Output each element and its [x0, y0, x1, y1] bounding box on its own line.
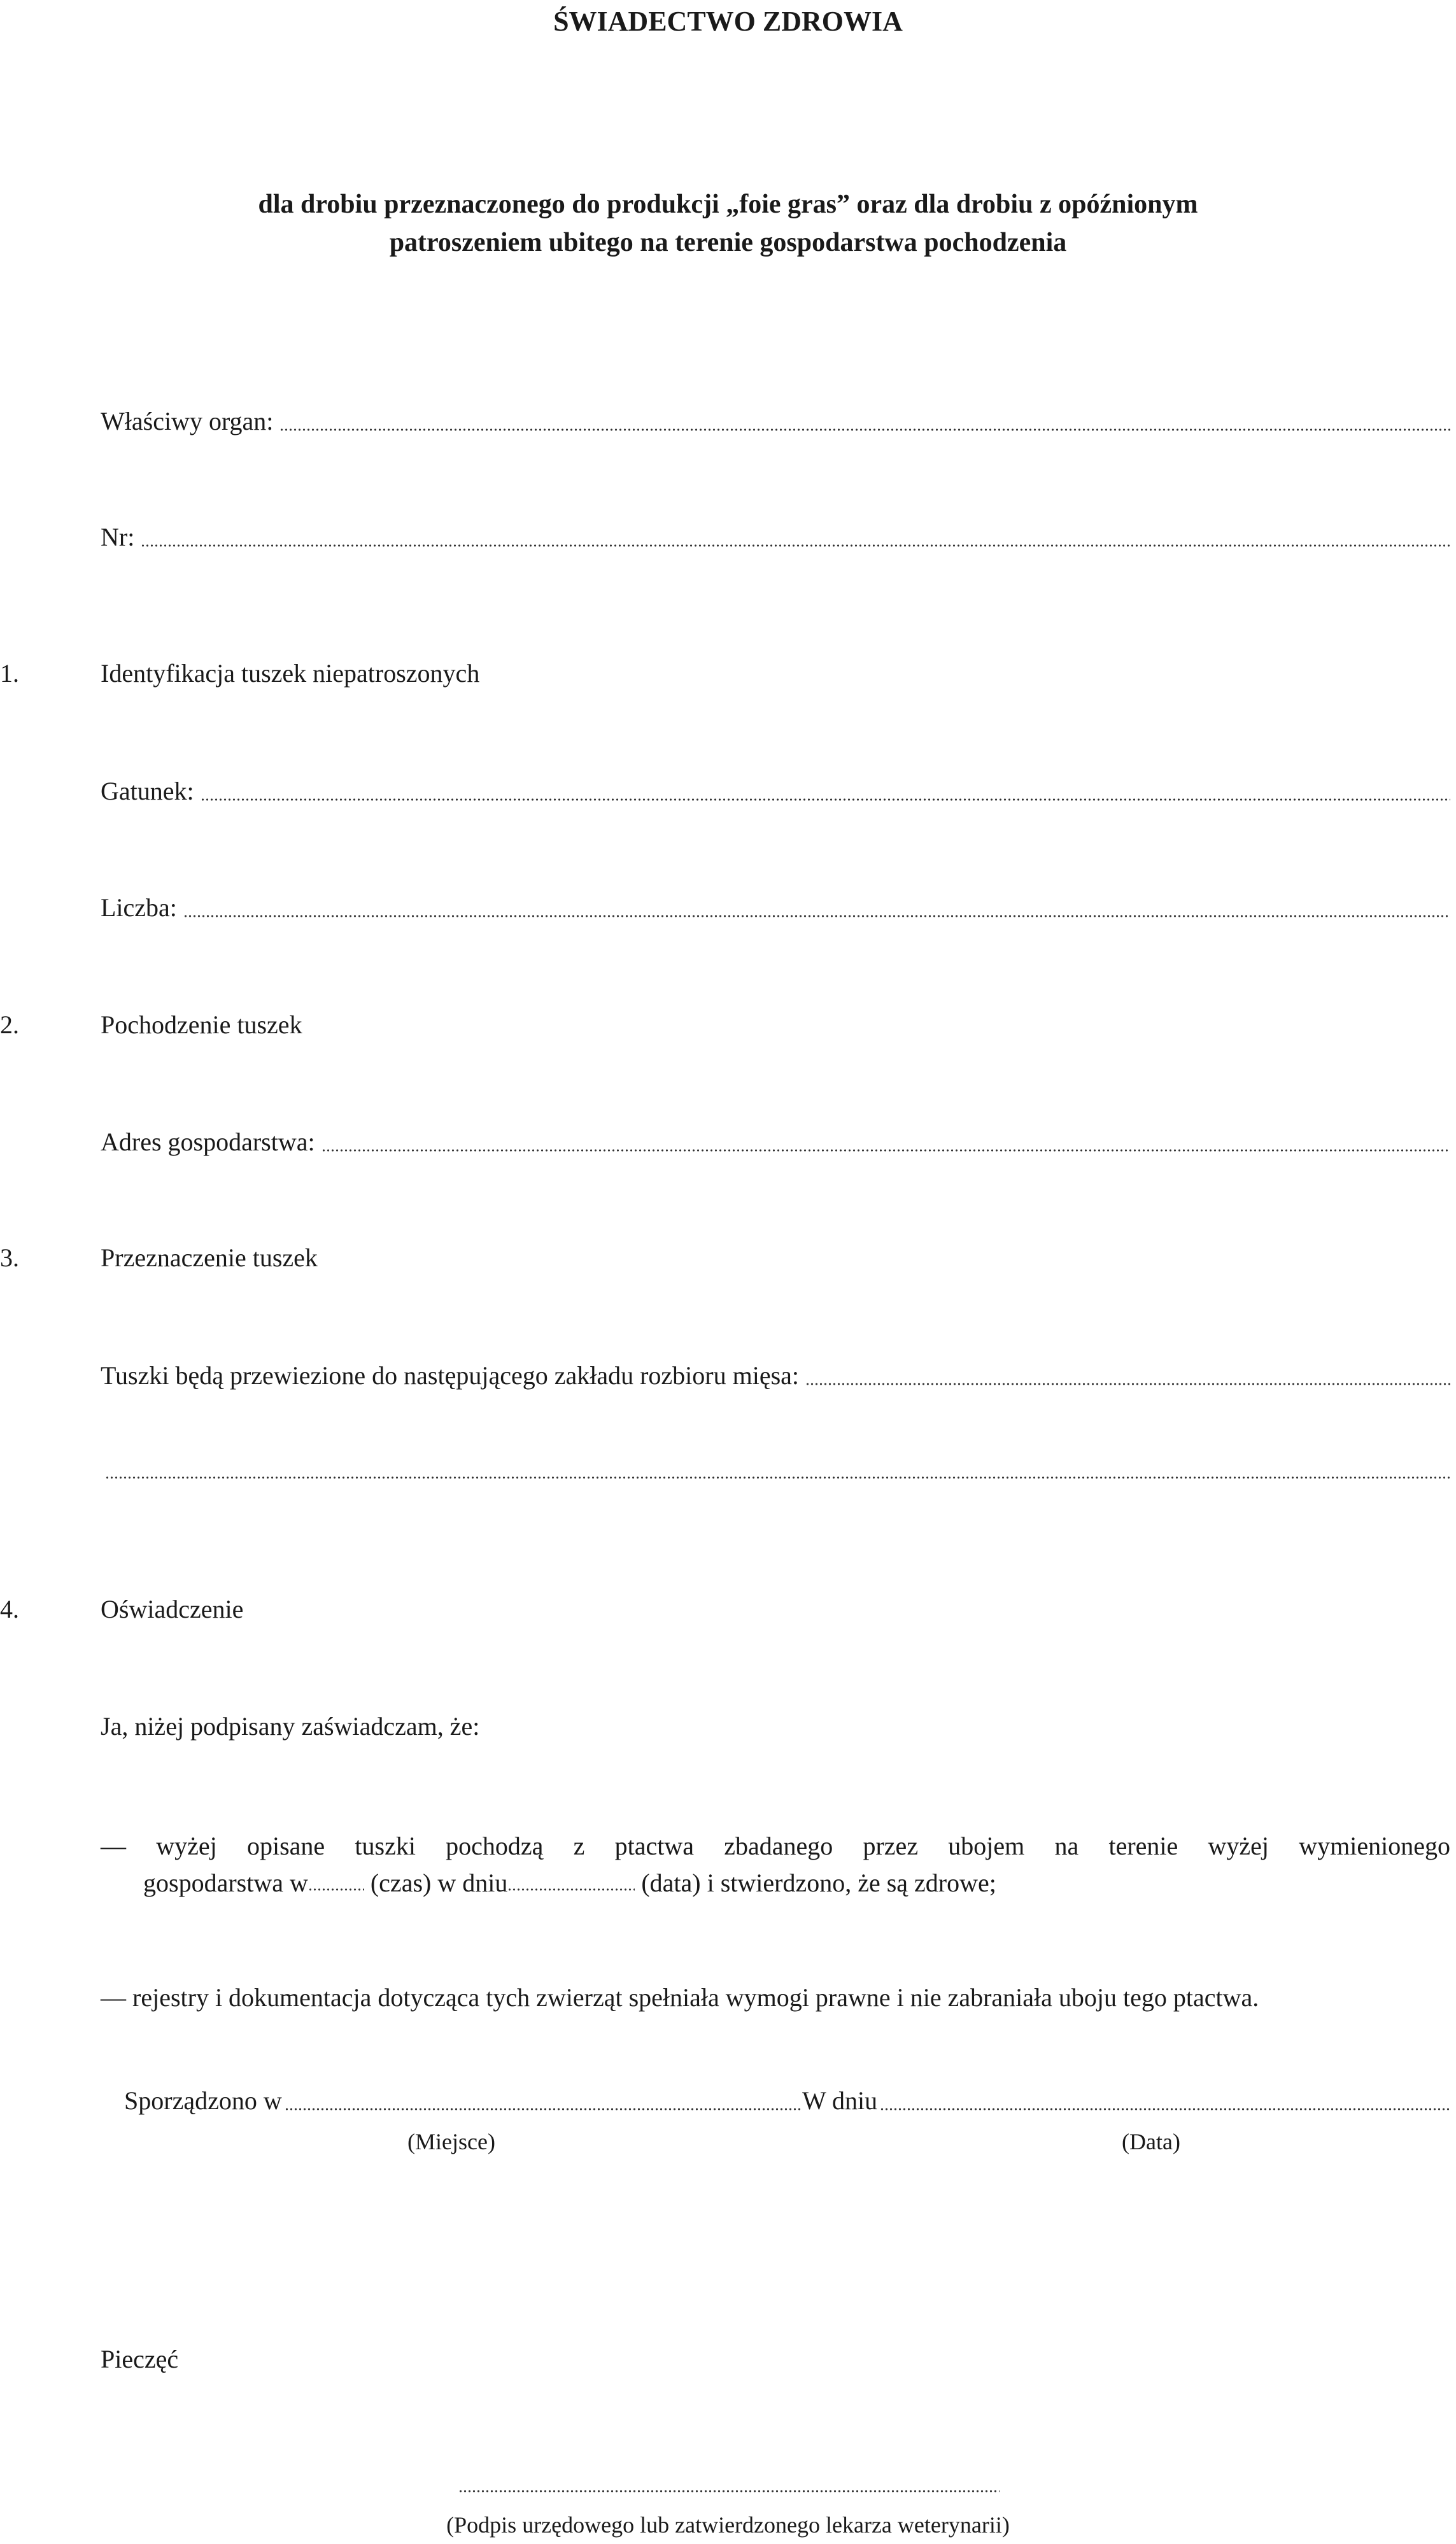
pieczec-label: Pieczęć [101, 2345, 179, 2373]
bullet1-czas-text: (czas) w dniu [364, 1869, 508, 1897]
declaration-intro: Ja, niżej podpisany zaświadczam, że: [101, 1712, 480, 1741]
section2-heading: Pochodzenie tuszek [101, 1010, 302, 1039]
zaklad-continuation-field[interactable] [105, 1476, 1450, 1486]
signature-caption: (Podpis urzędowego lub zatwierdzonego lekarza weterynarii) [446, 2512, 1010, 2538]
data-caption: (Data) [1122, 2129, 1180, 2154]
section3-heading: Przeznaczenie tuszek [101, 1243, 318, 1272]
adres-label: Adres gospodarstwa: [101, 1127, 315, 1156]
section1-heading: Identyfikacja tuszek niepatroszonych [101, 659, 480, 688]
organ-fill-line[interactable] [279, 428, 1450, 432]
section1-number: 1. [0, 659, 19, 688]
document-title: ŚWIADECTWO ZDROWIA [553, 6, 903, 37]
liczba-field[interactable] [101, 891, 1450, 924]
w-dniu-field[interactable] [802, 2084, 1450, 2117]
bullet1-data-text: (data) i stwierdzono, że są zdrowe; [635, 1869, 996, 1897]
gatunek-label: Gatunek: [101, 777, 194, 805]
sporzadzono-label: Sporządzono w [124, 2086, 282, 2115]
organ-field[interactable] [101, 405, 1450, 438]
section2-number: 2. [0, 1010, 19, 1039]
declaration-bullet1-line1: — wyżej opisane tuszki pochodzą z ptactwa zbadanego przez ubojem na terenie wyżej wymienionego [101, 1832, 1450, 1860]
bullet1-gospodarstwa-text: gospodarstwa w [143, 1869, 308, 1897]
adres-field[interactable] [101, 1126, 1450, 1159]
liczba-label: Liczba: [101, 893, 177, 922]
adres-fill-line[interactable] [322, 1148, 1450, 1152]
miejsce-fill-line[interactable] [285, 2107, 802, 2111]
miejsce-caption: (Miejsce) [407, 2129, 495, 2154]
data-fill-line[interactable] [507, 1888, 635, 1891]
zaklad-fill-line[interactable] [805, 1382, 1450, 1386]
gatunek-fill-line[interactable] [201, 798, 1450, 802]
document-subtitle-line1: dla drobiu przeznaczonego do produkcji „foie gras” oraz dla drobiu z opóźnionym [258, 190, 1198, 219]
organ-label: Właściwy organ: [101, 407, 274, 435]
nr-label: Nr: [101, 523, 135, 551]
declaration-bullet1-line2 [143, 1867, 996, 1900]
czas-fill-line[interactable] [308, 1888, 364, 1891]
declaration-bullet2: — rejestry i dokumentacja dotycząca tych zwierząt spełniała wymogi prawne i nie zabraniała uboju tego ptactwa. [101, 1983, 1259, 2012]
signature-fill-line[interactable] [458, 2489, 1000, 2493]
zaklad-label: Tuszki będą przewiezione do następującego zakładu rozbioru mięsa: [101, 1361, 800, 1390]
section4-number: 4. [0, 1595, 19, 1623]
w-dniu-label: W dniu [802, 2086, 878, 2115]
nr-fill-line[interactable] [141, 544, 1450, 548]
zaklad-field[interactable] [101, 1359, 1450, 1392]
sporzadzono-field[interactable] [124, 2084, 802, 2117]
zaklad-continuation-fill-line[interactable] [105, 1476, 1450, 1480]
nr-field[interactable] [101, 521, 1450, 554]
section3-number: 3. [0, 1243, 19, 1272]
w-dniu-fill-line[interactable] [880, 2107, 1450, 2111]
liczba-fill-line[interactable] [183, 914, 1450, 918]
document-subtitle-line2: patroszeniem ubitego na terenie gospodarstwa pochodzenia [389, 228, 1067, 257]
gatunek-field[interactable] [101, 775, 1450, 808]
section4-heading: Oświadczenie [101, 1595, 244, 1623]
